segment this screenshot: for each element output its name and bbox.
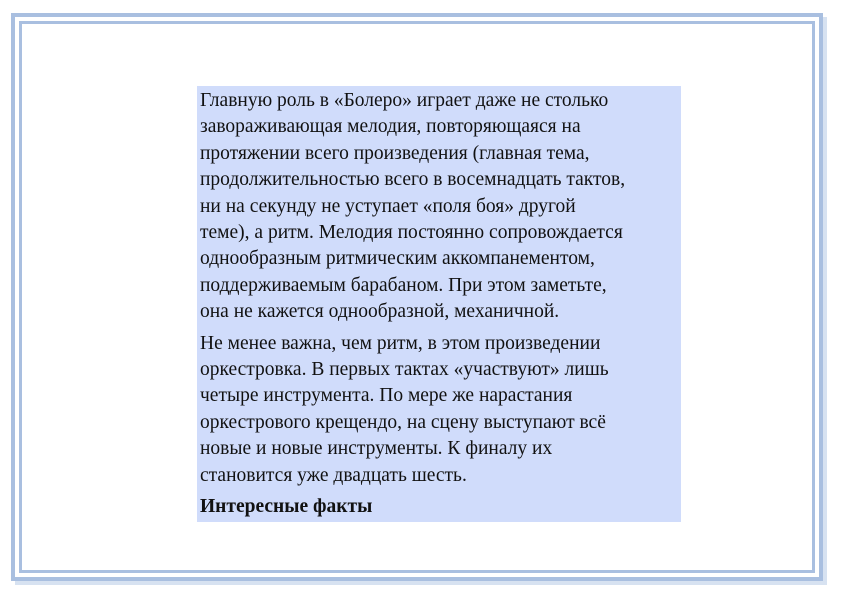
text-line: теме), а ритм. Мелодия постоянно сопровождается	[200, 222, 623, 244]
text-line: завораживающая мелодия, повторяющаяся на	[200, 116, 581, 138]
text-line: продолжительностью всего в восемнадцать тактов,	[200, 169, 626, 191]
frame-shadow	[15, 581, 827, 585]
text-line: Не менее важна, чем ритм, в этом произведении	[200, 332, 601, 354]
text-line: ни на секунду не уступает «поля боя» другой	[200, 195, 576, 217]
paragraph-ravel-bolero-rhythm	[200, 88, 681, 326]
text-line: однообразным ритмическим аккомпанементом,	[200, 248, 595, 270]
text-line: становится уже двадцать шесть.	[200, 464, 467, 486]
text-box	[197, 86, 681, 522]
frame-shadow	[823, 17, 827, 585]
text-line: четыре инструмента. По мере же нарастания	[200, 385, 573, 407]
text-line: поддерживаемым барабаном. При этом заметьте,	[200, 274, 607, 296]
text-line: новые и новые инструменты. К финалу их	[200, 438, 553, 460]
text-line: протяжении всего произведения (главная тема,	[200, 142, 590, 164]
heading-interesting-facts: Интересные факты	[200, 496, 373, 518]
paragraph-orchestration	[200, 331, 681, 489]
text-line: оркестровка. В первых тактах «участвуют» лишь	[200, 359, 609, 381]
text-line: оркестрового крещендо, на сцену выступают всё	[200, 411, 606, 433]
text-line: Главную роль в «Болеро» играет даже не столько	[200, 90, 609, 111]
text-line: она не кажется однообразной, механичной.	[200, 301, 560, 323]
